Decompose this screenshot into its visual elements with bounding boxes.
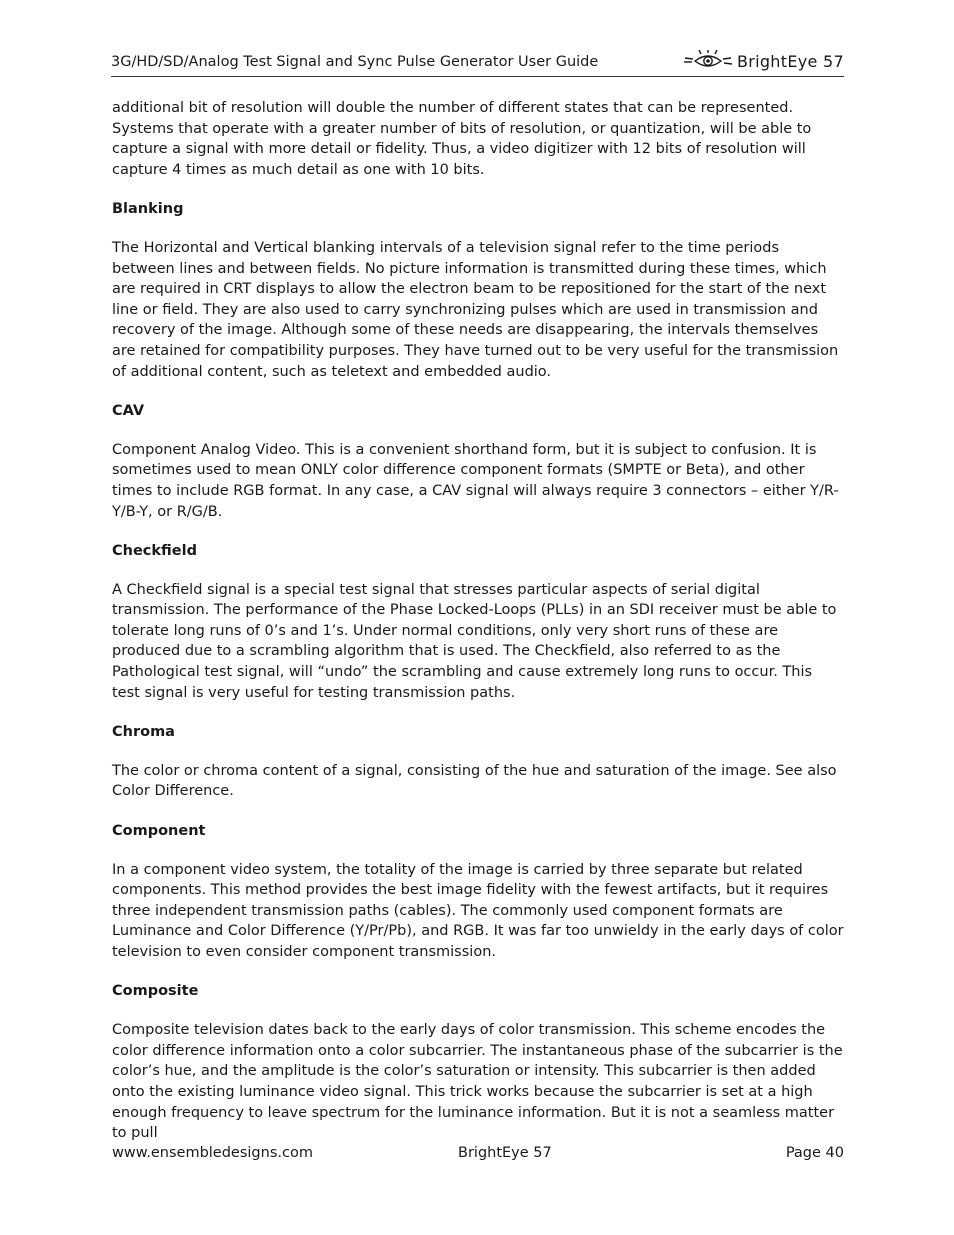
term-chroma: Chroma (112, 723, 175, 740)
term-component: Component (112, 822, 206, 839)
eye-logo-icon (683, 50, 733, 72)
definition-composite: Composite television dates back to the early days of color transmission. This scheme encodes the color difference information onto a color subcarrier. The instantaneous phase of the subcarrier is the color’s hue, and the amplitude is the color’s saturation or intensity. This subcarrier is then added onto the existing luminance video signal. This trick works because the subcarrier is set at a high enough frequency to leave spectrum for the luminance information. But it is not a seamless matter to pull (112, 1022, 843, 1142)
term-composite: Composite (112, 983, 199, 1000)
definition-cav: Component Analog Video. This is a convenient shorthand form, but it is subject to confusion. It is sometimes used to mean ONLY color difference component formats (SMPTE or Beta), and other times to include RGB format. In any case, a CAV signal will always require 3 connectors – either Y/R-Y/B-Y, or R/G/B. (112, 441, 839, 520)
page-header (111, 50, 844, 77)
footer-website: www.ensembledesigns.com (112, 1145, 313, 1161)
page-number: Page 40 (785, 1145, 844, 1161)
term-checkfield: Checkfield (112, 542, 197, 559)
term-blanking: Blanking (112, 200, 184, 217)
brand-logo (683, 50, 844, 72)
page-body (112, 98, 844, 1162)
brand-name: BrightEye 57 (736, 51, 844, 71)
definition-chroma: The color or chroma content of a signal, consisting of the hue and saturation of the image. See also Color Difference. (112, 762, 837, 800)
footer-product: BrightEye 57 (458, 1145, 552, 1161)
definition-blanking: The Horizontal and Vertical blanking intervals of a television signal refer to the time periods between lines and between fields. No picture information is transmitted during these times, which are required in CRT displays to allow the electron beam to be repositioned for the start of the next line or field. They are also used to carry synchronizing pulses which are used in transmission and recovery of the image. Although some of these needs are disappearing, the intervals themselves are retained for compatibility purposes. They have turned out to be very useful for the transmission of additional content, such as teletext and embedded audio. (112, 239, 839, 380)
definition-component: In a component video system, the totality of the image is carried by three separate but related components. This method provides the best image fidelity with the fewest artifacts, but it requires three independent transmission paths (cables). The commonly used component formats are Luminance and Color Difference (Y/Pr/Pb), and RGB. It was far too unwieldy in the early days of color television to even consider component transmission. (112, 861, 844, 960)
definition-checkfield: A Checkfield signal is a special test signal that stresses particular aspects of serial digital transmission. The performance of the Phase Locked-Loops (PLLs) in an SDI receiver must be able to tolerate long runs of 0’s and 1’s. Under normal conditions, only very short runs of these are produced due to a scrambling algorithm that is used. The Checkfield, also referred to as the Pathological test signal, will “undo” the scrambling and cause extremely long runs to occur. This test signal is very useful for testing transmission paths. (112, 581, 837, 701)
term-cav: CAV (112, 402, 145, 419)
page-footer (112, 1145, 844, 1167)
intro-paragraph: additional bit of resolution will double the number of different states that can be represented. Systems that operate with a greater number of bits of resolution, or quantization, will be able to capture a signal with more detail or fidelity. Thus, a video digitizer with 12 bits of resolution will capture 4 times as much detail as one with 10 bits. (112, 100, 812, 178)
document-title: 3G/HD/SD/Analog Test Signal and Sync Pulse Generator User Guide (111, 54, 599, 70)
